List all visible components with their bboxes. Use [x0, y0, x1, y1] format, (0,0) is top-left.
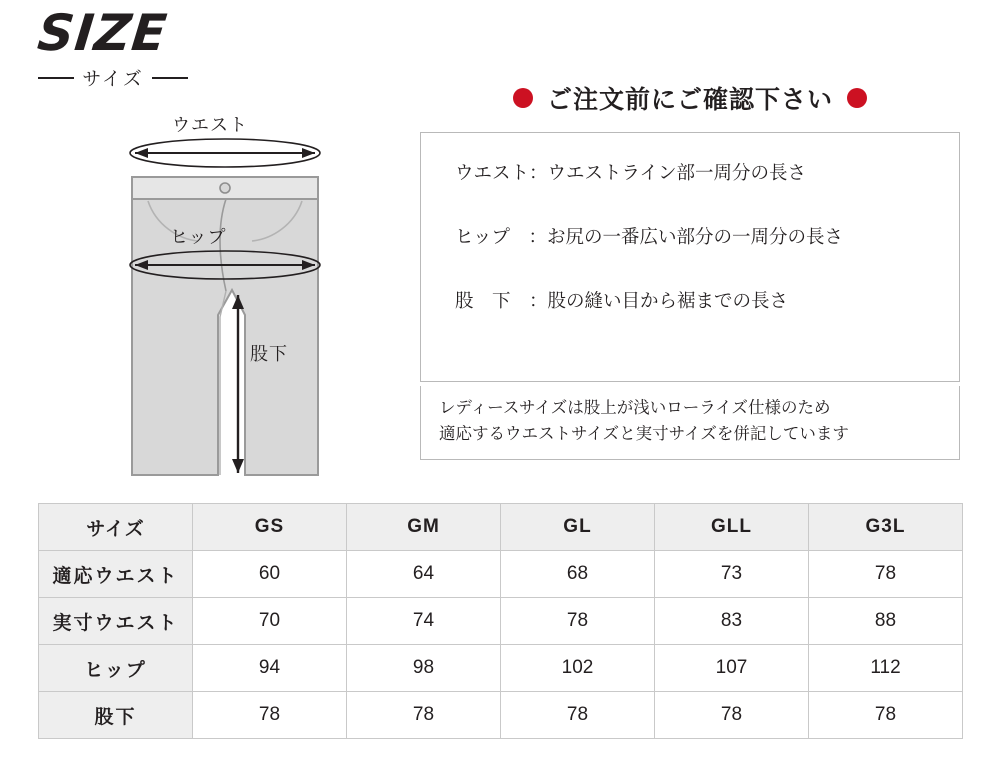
notice-heading: [420, 80, 960, 116]
cell-actual-waist-gll: 83: [655, 598, 809, 645]
notice-line-waist: ウエスト：ウエストライン部一周分の長さ: [455, 162, 806, 183]
cell-inseam-g3l: 78: [809, 692, 963, 739]
cell-fit-waist-gs: 60: [193, 551, 347, 598]
table-header-g3l: G3L: [809, 504, 963, 551]
size-table: [38, 503, 963, 739]
notice-heading-text: ご注文前にご確認下さい: [546, 86, 833, 114]
title-rule-left: [38, 77, 74, 79]
cell-actual-waist-g3l: 88: [809, 598, 963, 645]
cell-hip-gm: 98: [347, 645, 501, 692]
title-rule-right: [152, 77, 188, 79]
table-header-gll: GLL: [655, 504, 809, 551]
footnote-box: [420, 386, 960, 460]
table-header-gl: GL: [501, 504, 655, 551]
cell-inseam-gll: 78: [655, 692, 809, 739]
hip-label: ヒップ: [170, 227, 227, 247]
notice-panel: [420, 80, 960, 460]
row-label-hip: ヒップ: [39, 645, 193, 692]
cell-fit-waist-gm: 64: [347, 551, 501, 598]
cell-hip-gs: 94: [193, 645, 347, 692]
row-label-actual-waist: 実寸ウエスト: [39, 598, 193, 645]
red-dot-icon-right: [847, 88, 867, 108]
table-header-row: [39, 504, 963, 551]
cell-hip-gl: 102: [501, 645, 655, 692]
row-label-fit-waist: 適応ウエスト: [39, 551, 193, 598]
cell-inseam-gs: 78: [193, 692, 347, 739]
table-row: [39, 692, 963, 739]
cell-actual-waist-gs: 70: [193, 598, 347, 645]
cell-inseam-gl: 78: [501, 692, 655, 739]
footnote-line-1: レディースサイズは股上が浅いローライズ仕様のため: [439, 399, 831, 417]
cell-fit-waist-gl: 68: [501, 551, 655, 598]
pants-illustration: [60, 105, 400, 485]
red-dot-icon-left: [513, 88, 533, 108]
page-title: [34, 4, 278, 91]
title-main: SIZE: [34, 4, 171, 62]
cell-fit-waist-g3l: 78: [809, 551, 963, 598]
table-header-gs: GS: [193, 504, 347, 551]
notice-box: [420, 132, 960, 382]
inseam-label: 股下: [250, 344, 288, 364]
cell-hip-g3l: 112: [809, 645, 963, 692]
cell-actual-waist-gl: 78: [501, 598, 655, 645]
cell-fit-waist-gll: 73: [655, 551, 809, 598]
waist-label: ウエスト: [172, 115, 248, 135]
table-row: [39, 645, 963, 692]
cell-inseam-gm: 78: [347, 692, 501, 739]
notice-line-hip: ヒップ ：お尻の一番広い部分の一周分の長さ: [455, 226, 843, 248]
cell-actual-waist-gm: 74: [347, 598, 501, 645]
table-header-gm: GM: [347, 504, 501, 551]
notice-line-inseam: 股 下 ：股の縫い目から裾までの長さ: [455, 290, 789, 312]
cell-hip-gll: 107: [655, 645, 809, 692]
table-row: [39, 598, 963, 645]
pants-measurement-diagram: [60, 105, 400, 485]
title-sub: サイズ: [82, 69, 144, 90]
footnote-line-2: 適応するウエストサイズと実寸サイズを併記しています: [439, 424, 849, 443]
table-row: [39, 551, 963, 598]
table-header-size: サイズ: [39, 504, 193, 551]
row-label-inseam: 股下: [39, 692, 193, 739]
title-subtitle-row: [38, 64, 188, 91]
